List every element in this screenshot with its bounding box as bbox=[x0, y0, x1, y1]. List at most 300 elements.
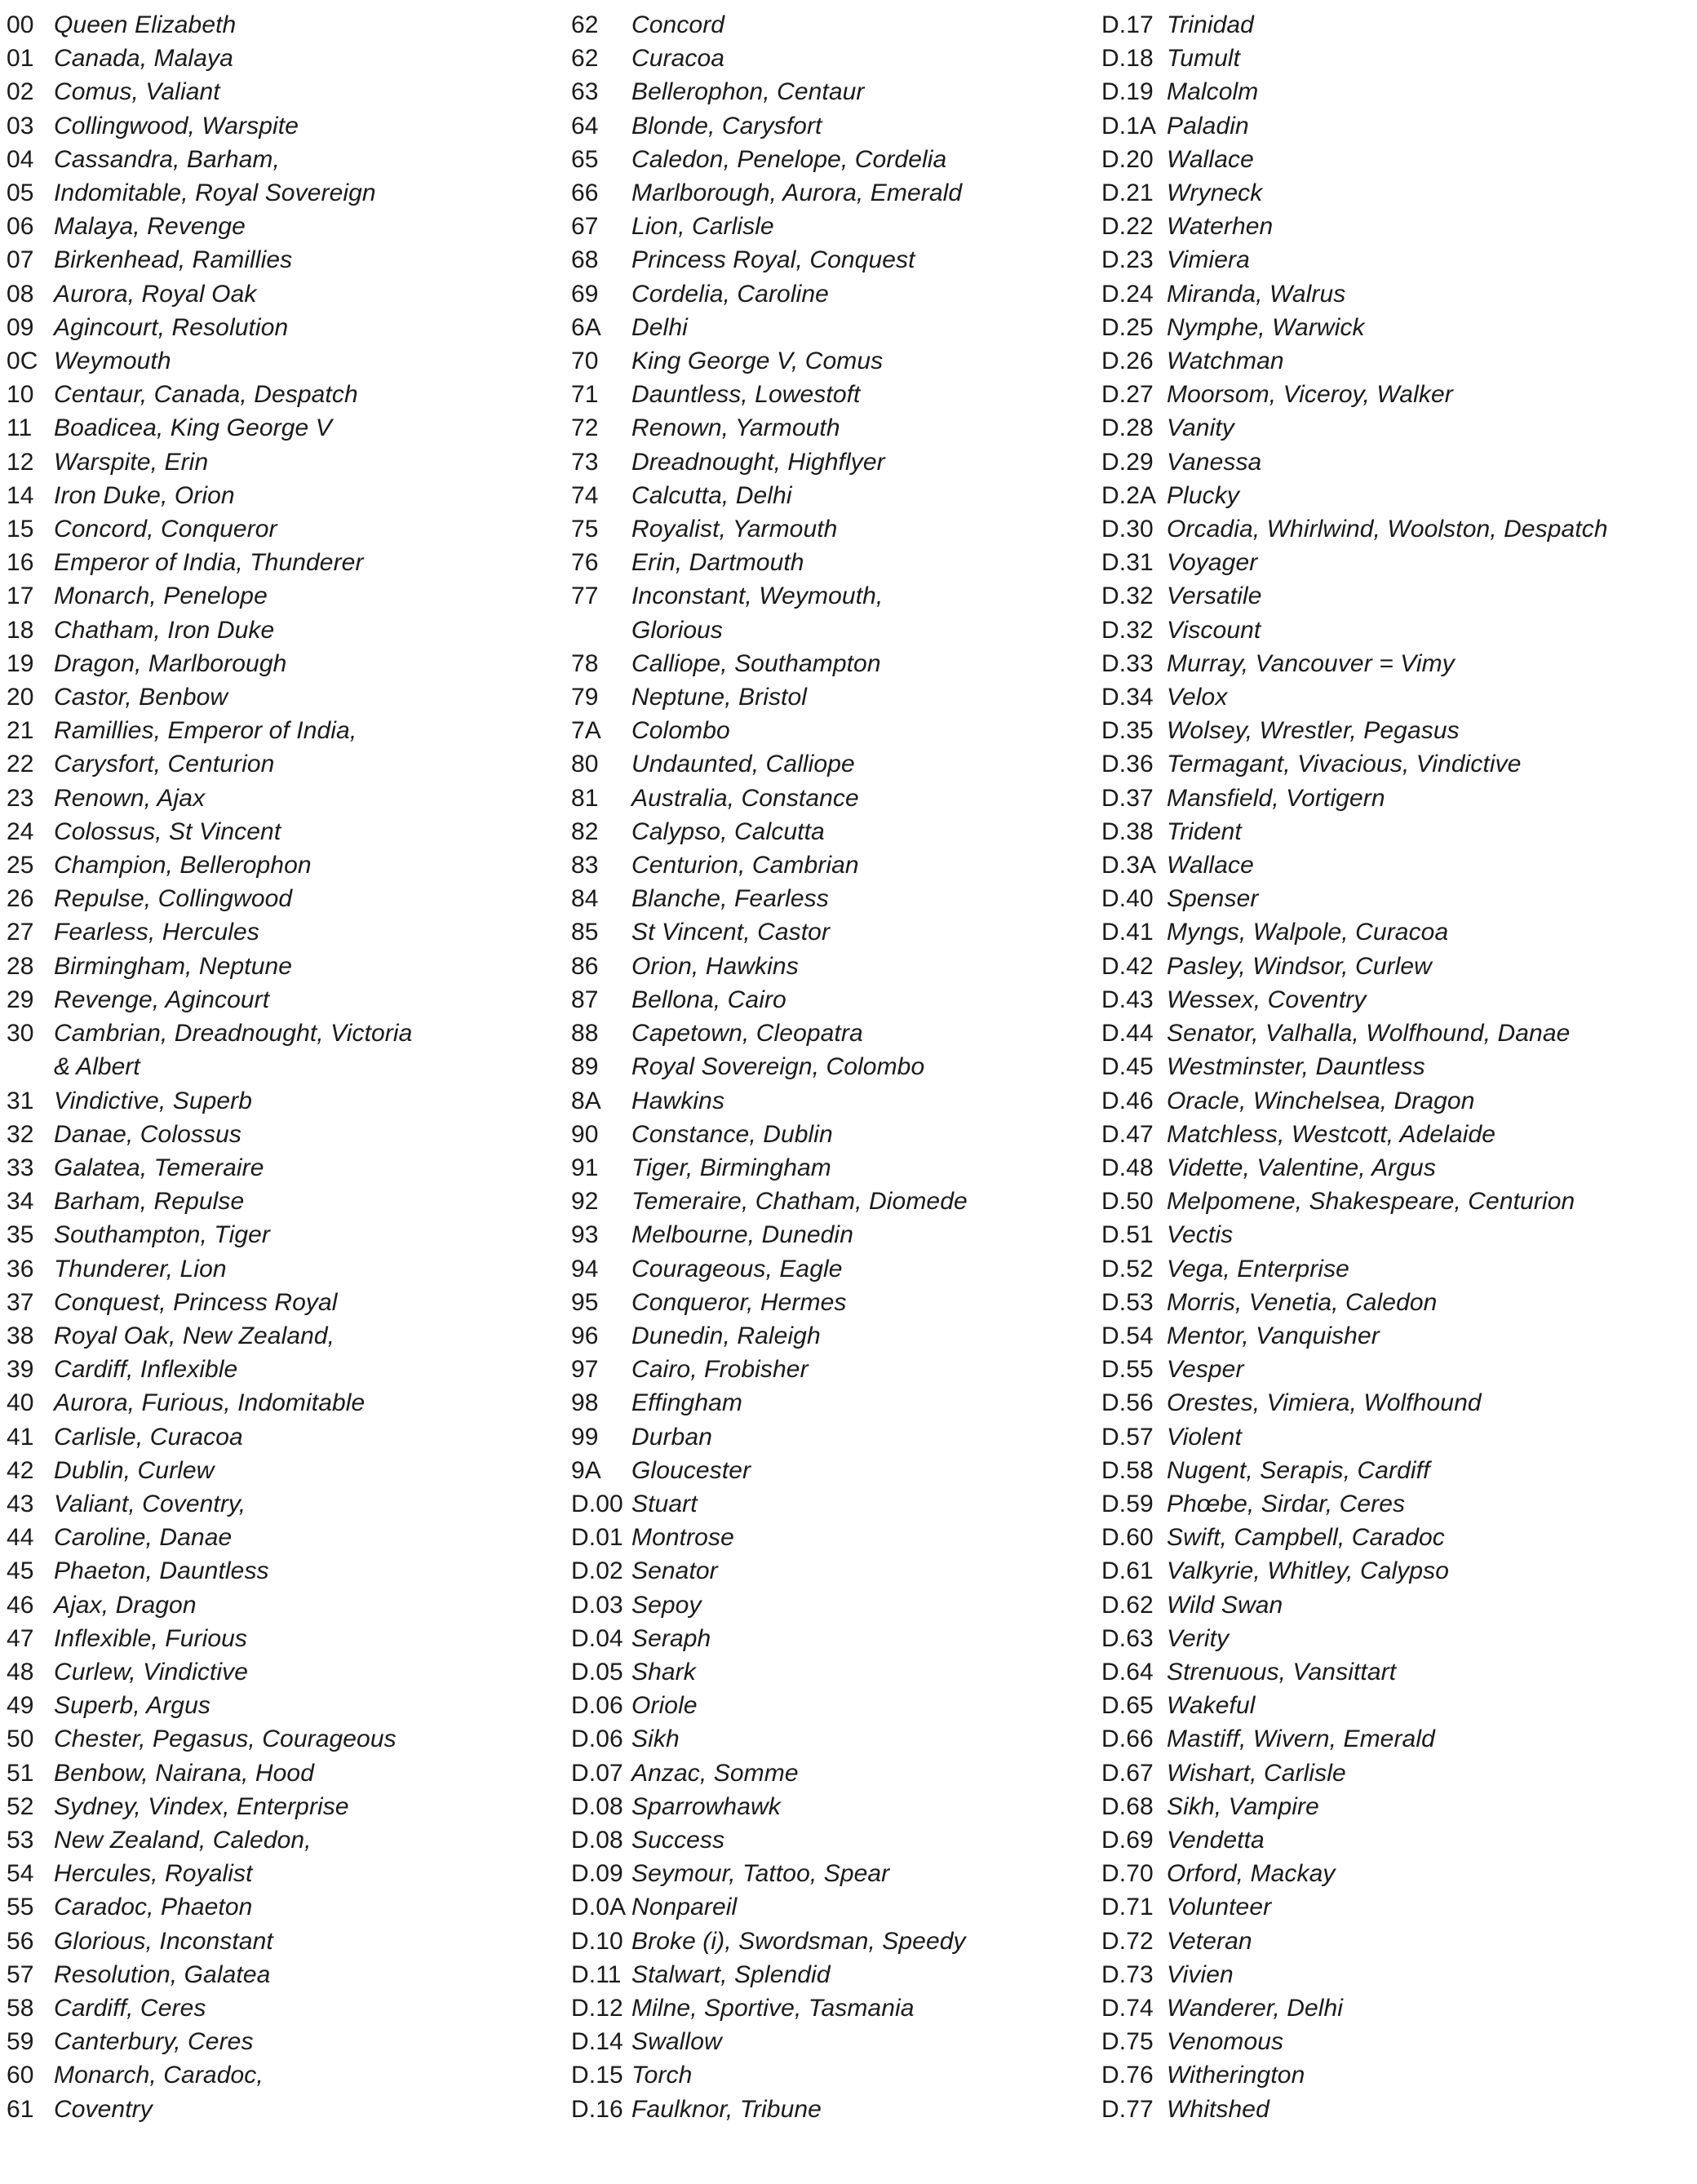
ship-names: Capetown, Cleopatra bbox=[631, 1020, 863, 1048]
code-entry bbox=[7, 1185, 563, 1218]
signal-code: 43 bbox=[7, 1490, 34, 1517]
signal-code: 0C bbox=[7, 348, 38, 375]
ship-names: Renown, Ajax bbox=[54, 784, 206, 812]
code-entry bbox=[571, 311, 1093, 344]
signal-code: D.02 bbox=[571, 1557, 623, 1585]
ship-names: Viscount bbox=[1167, 616, 1261, 644]
ship-names: Broke (i), Swordsman, Speedy bbox=[631, 1927, 966, 1955]
signal-code: D.47 bbox=[1101, 1120, 1154, 1148]
signal-code: 14 bbox=[7, 481, 34, 509]
code-entry bbox=[7, 42, 563, 75]
code-entry bbox=[571, 378, 1093, 411]
code-entry bbox=[7, 1857, 563, 1890]
ship-names: Carlisle, Curacoa bbox=[54, 1423, 243, 1451]
ship-names: Voyager bbox=[1167, 549, 1258, 577]
signal-code: 76 bbox=[571, 549, 599, 577]
ship-names: Anzac, Somme bbox=[631, 1759, 799, 1787]
signal-code: 29 bbox=[7, 986, 34, 1013]
code-entry bbox=[1101, 1655, 1697, 1689]
ship-names: Constance, Dublin bbox=[631, 1120, 833, 1148]
signal-code: 60 bbox=[7, 2062, 34, 2089]
ship-names: Concord, Conqueror bbox=[54, 516, 277, 543]
code-entry bbox=[7, 75, 563, 109]
code-entry bbox=[1101, 647, 1697, 680]
signal-code: D.54 bbox=[1101, 1322, 1154, 1349]
ship-names: Watchman bbox=[1167, 348, 1284, 375]
ship-names: Wanderer, Delhi bbox=[1167, 1994, 1344, 2022]
signal-code: 95 bbox=[571, 1288, 599, 1316]
code-entry bbox=[7, 479, 563, 512]
ship-names: Superb, Argus bbox=[54, 1692, 210, 1720]
ship-names: Swallow bbox=[631, 2028, 722, 2056]
code-entry bbox=[7, 1017, 563, 1050]
ship-names: Renown, Yarmouth bbox=[631, 414, 840, 442]
signal-code: D.70 bbox=[1101, 1860, 1154, 1888]
code-entry bbox=[571, 176, 1093, 210]
ship-names: Nymphe, Warwick bbox=[1167, 313, 1365, 341]
ship-names: Dreadnought, Highflyer bbox=[631, 448, 885, 476]
signal-code: 50 bbox=[7, 1725, 34, 1753]
ship-names: Centurion, Cambrian bbox=[631, 852, 859, 879]
code-entry bbox=[7, 882, 563, 915]
signal-code: D.12 bbox=[571, 1994, 623, 2022]
ship-names: Wallace bbox=[1167, 145, 1254, 173]
code-entry bbox=[571, 1925, 1093, 1958]
code-entry bbox=[571, 210, 1093, 243]
ship-names: Castor, Benbow bbox=[54, 684, 228, 711]
signal-code: 58 bbox=[7, 1994, 34, 2022]
ship-names: Orestes, Vimiera, Wolfhound bbox=[1167, 1389, 1482, 1417]
ship-names: Conqueror, Hermes bbox=[631, 1288, 847, 1316]
ship-names: Strenuous, Vansittart bbox=[1167, 1658, 1397, 1686]
signal-code: 23 bbox=[7, 784, 34, 812]
code-entry bbox=[1101, 277, 1697, 311]
ship-names: Calypso, Calcutta bbox=[631, 817, 825, 845]
code-entry bbox=[571, 243, 1093, 277]
ship-names: Whitshed bbox=[1167, 2095, 1269, 2123]
signal-code: D.2A bbox=[1101, 481, 1157, 509]
ship-names: Agincourt, Resolution bbox=[54, 313, 289, 341]
signal-code: 18 bbox=[7, 616, 34, 644]
signal-code: D.21 bbox=[1101, 179, 1154, 207]
ship-names: Colombo bbox=[631, 717, 730, 745]
ship-names: Aurora, Furious, Indomitable bbox=[54, 1389, 366, 1417]
signal-code: D.31 bbox=[1101, 549, 1154, 577]
code-entry bbox=[1101, 243, 1697, 277]
ship-names: King George V, Comus bbox=[631, 348, 884, 375]
ship-names: Birkenhead, Ramillies bbox=[54, 246, 293, 274]
ship-names-continuation: & Albert bbox=[54, 1053, 140, 1081]
ship-names: Indomitable, Royal Sovereign bbox=[54, 179, 376, 207]
signal-code: D.23 bbox=[1101, 246, 1154, 274]
ship-names: Vidette, Valentine, Argus bbox=[1167, 1154, 1436, 1181]
code-entry bbox=[1101, 411, 1697, 445]
code-entry bbox=[571, 1521, 1093, 1554]
ship-names: Boadicea, King George V bbox=[54, 414, 332, 442]
signal-code: 75 bbox=[571, 516, 599, 543]
code-entry bbox=[571, 411, 1093, 445]
code-entry bbox=[571, 1487, 1093, 1521]
signal-code: D.41 bbox=[1101, 919, 1154, 946]
code-entry bbox=[1101, 848, 1697, 882]
signal-code: D.64 bbox=[1101, 1658, 1154, 1686]
signal-code: 07 bbox=[7, 246, 34, 274]
ship-names: Faulknor, Tribune bbox=[631, 2095, 822, 2123]
ship-names: Warspite, Erin bbox=[54, 448, 209, 476]
ship-names: Repulse, Collingwood bbox=[54, 885, 293, 913]
signal-code: 47 bbox=[7, 1624, 34, 1652]
code-entry bbox=[7, 8, 563, 42]
code-entry bbox=[571, 1151, 1093, 1185]
ship-names: Revenge, Agincourt bbox=[54, 986, 270, 1013]
code-entry bbox=[1101, 1420, 1697, 1454]
signal-code: D.77 bbox=[1101, 2095, 1154, 2123]
ship-names: Stuart bbox=[631, 1490, 698, 1517]
ship-names: Delhi bbox=[631, 313, 688, 341]
signal-code: 40 bbox=[7, 1389, 34, 1417]
signal-code: D.52 bbox=[1101, 1255, 1154, 1282]
ship-names: Vimiera bbox=[1167, 246, 1250, 274]
ship-names: Wessex, Coventry bbox=[1167, 986, 1367, 1013]
ship-names: Calcutta, Delhi bbox=[631, 481, 792, 509]
code-entry bbox=[7, 848, 563, 882]
code-entry bbox=[7, 782, 563, 815]
code-entry bbox=[7, 243, 563, 277]
ship-names: Royal Sovereign, Colombo bbox=[631, 1053, 925, 1081]
signal-code: D.05 bbox=[571, 1658, 623, 1686]
ship-names: Concord bbox=[631, 11, 725, 38]
code-entry bbox=[1101, 680, 1697, 714]
code-entry bbox=[7, 747, 563, 781]
code-entry bbox=[7, 378, 563, 411]
ship-names: Tiger, Birmingham bbox=[631, 1154, 831, 1181]
code-entry bbox=[7, 176, 563, 210]
code-entry bbox=[571, 1286, 1093, 1319]
code-entry bbox=[7, 950, 563, 983]
signal-code: 68 bbox=[571, 246, 599, 274]
ship-names: Verity bbox=[1167, 1624, 1230, 1652]
ship-names: Vega, Enterprise bbox=[1167, 1255, 1349, 1282]
signal-code: D.29 bbox=[1101, 448, 1154, 476]
signal-code: D.74 bbox=[1101, 1994, 1154, 2022]
code-entry bbox=[1101, 950, 1697, 983]
signal-code: 9A bbox=[571, 1456, 601, 1484]
signal-code: D.22 bbox=[1101, 213, 1154, 241]
ship-names: Witherington bbox=[1167, 2062, 1305, 2089]
signal-code: 36 bbox=[7, 1255, 34, 1282]
signal-code: 90 bbox=[571, 1120, 599, 1148]
ship-names: Wallace bbox=[1167, 852, 1254, 879]
code-entry bbox=[1101, 1118, 1697, 1151]
code-entry bbox=[7, 1622, 563, 1655]
ship-names: Iron Duke, Orion bbox=[54, 481, 235, 509]
signal-code: D.3A bbox=[1101, 852, 1157, 879]
ship-names: Wolsey, Wrestler, Pegasus bbox=[1167, 717, 1460, 745]
signal-code: D.60 bbox=[1101, 1524, 1154, 1552]
ship-names: Orford, Mackay bbox=[1167, 1860, 1336, 1888]
ship-names: Matchless, Westcott, Adelaide bbox=[1167, 1120, 1496, 1148]
ship-names: Caradoc, Phaeton bbox=[54, 1894, 253, 1921]
signal-code: D.43 bbox=[1101, 986, 1154, 1013]
signal-code: 82 bbox=[571, 817, 599, 845]
code-entry bbox=[1101, 1857, 1697, 1890]
code-entry bbox=[571, 915, 1093, 949]
signal-code: 83 bbox=[571, 852, 599, 879]
code-entry bbox=[7, 1084, 563, 1118]
ship-names: Sikh, Vampire bbox=[1167, 1792, 1319, 1820]
code-entry bbox=[1101, 1218, 1697, 1251]
code-entry bbox=[7, 815, 563, 848]
signal-code: D.61 bbox=[1101, 1557, 1154, 1585]
ship-names: Temeraire, Chatham, Diomede bbox=[631, 1188, 968, 1216]
signal-code: D.72 bbox=[1101, 1927, 1154, 1955]
ship-names: Birmingham, Neptune bbox=[54, 952, 293, 980]
ship-names: Gloucester bbox=[631, 1456, 751, 1484]
code-entry bbox=[1101, 42, 1697, 75]
ship-names: Vesper bbox=[1167, 1356, 1244, 1384]
code-entry bbox=[1101, 109, 1697, 143]
code-entry bbox=[7, 1218, 563, 1251]
code-entry bbox=[1101, 1017, 1697, 1050]
ship-names: Spenser bbox=[1167, 885, 1259, 913]
signal-code: 27 bbox=[7, 919, 34, 946]
ship-names: Seraph bbox=[631, 1624, 711, 1652]
signal-code: 97 bbox=[571, 1356, 599, 1384]
code-entry bbox=[571, 882, 1093, 915]
ship-names: Collingwood, Warspite bbox=[54, 112, 299, 140]
ship-names: Sikh bbox=[631, 1725, 680, 1753]
code-entry bbox=[1101, 983, 1697, 1017]
code-entry bbox=[7, 1991, 563, 2025]
ship-names: Undaunted, Calliope bbox=[631, 751, 855, 778]
code-entry bbox=[1101, 1958, 1697, 1991]
ship-names: Danae, Colossus bbox=[54, 1120, 241, 1148]
ship-names: Lion, Carlisle bbox=[631, 213, 774, 241]
signal-code: 79 bbox=[571, 684, 599, 711]
ship-names: Trident bbox=[1167, 817, 1242, 845]
signal-code: D.40 bbox=[1101, 885, 1154, 913]
code-entry bbox=[1101, 1151, 1697, 1185]
signal-code: 69 bbox=[571, 280, 599, 308]
code-entry bbox=[571, 42, 1093, 75]
ship-names: Galatea, Temeraire bbox=[54, 1154, 264, 1181]
signal-code: 26 bbox=[7, 885, 34, 913]
code-entry bbox=[7, 512, 563, 546]
ship-names: Oriole bbox=[631, 1692, 698, 1720]
ship-names: Montrose bbox=[631, 1524, 734, 1552]
signal-code: 86 bbox=[571, 952, 599, 980]
code-entry bbox=[571, 1722, 1093, 1756]
signal-code: D.71 bbox=[1101, 1894, 1154, 1921]
signal-code: D.45 bbox=[1101, 1053, 1154, 1081]
signal-code: D.36 bbox=[1101, 751, 1154, 778]
ship-names: Australia, Constance bbox=[631, 784, 859, 812]
code-entry bbox=[1101, 378, 1697, 411]
code-entry bbox=[1101, 1353, 1697, 1386]
code-entry bbox=[7, 983, 563, 1017]
code-entry bbox=[7, 411, 563, 445]
ship-names: Wishart, Carlisle bbox=[1167, 1759, 1346, 1787]
signal-code: 64 bbox=[571, 112, 599, 140]
signal-code: 84 bbox=[571, 885, 599, 913]
code-entry bbox=[571, 1420, 1093, 1454]
code-entry bbox=[7, 1554, 563, 1588]
signal-code: 63 bbox=[571, 78, 599, 106]
signal-code: 05 bbox=[7, 179, 34, 207]
signal-code: D.10 bbox=[571, 1927, 623, 1955]
code-entry bbox=[1101, 915, 1697, 949]
signal-code: 41 bbox=[7, 1423, 34, 1451]
signal-code: D.09 bbox=[571, 1860, 623, 1888]
code-entry bbox=[571, 579, 1093, 613]
ship-names: Shark bbox=[631, 1658, 696, 1686]
code-entry bbox=[571, 747, 1093, 781]
code-entry bbox=[1101, 311, 1697, 344]
signal-code: D.24 bbox=[1101, 280, 1154, 308]
signal-code: D.76 bbox=[1101, 2062, 1154, 2089]
code-entry bbox=[1101, 1588, 1697, 1622]
code-entry bbox=[7, 1252, 563, 1286]
code-entry bbox=[571, 1757, 1093, 1790]
signal-code: 93 bbox=[571, 1221, 599, 1249]
signal-code: 85 bbox=[571, 919, 599, 946]
ship-names: Canada, Malaya bbox=[54, 45, 233, 73]
code-entry bbox=[7, 1487, 563, 1521]
code-entry bbox=[7, 2025, 563, 2058]
ship-names: Termagant, Vivacious, Vindictive bbox=[1167, 751, 1522, 778]
ship-names: Inflexible, Furious bbox=[54, 1624, 248, 1652]
ship-names: Westminster, Dauntless bbox=[1167, 1053, 1425, 1081]
ship-names: Cardiff, Ceres bbox=[54, 1994, 206, 2022]
signal-code: D.27 bbox=[1101, 381, 1154, 409]
signal-code: D.34 bbox=[1101, 684, 1154, 711]
code-entry bbox=[1101, 1689, 1697, 1722]
code-entry bbox=[571, 277, 1093, 311]
ship-names: Melpomene, Shakespeare, Centurion bbox=[1167, 1188, 1575, 1216]
ship-names: Chester, Pegasus, Courageous bbox=[54, 1725, 397, 1753]
signal-code: 45 bbox=[7, 1557, 34, 1585]
ship-names: Monarch, Caradoc, bbox=[54, 2062, 264, 2089]
ship-names: Sepoy bbox=[631, 1591, 702, 1619]
code-column-3 bbox=[1093, 8, 1697, 2126]
signal-code: 74 bbox=[571, 481, 599, 509]
signal-code: 11 bbox=[7, 414, 33, 442]
ship-names: Torch bbox=[631, 2062, 693, 2089]
signal-code: 33 bbox=[7, 1154, 34, 1181]
code-entry bbox=[1101, 2058, 1697, 2092]
signal-code: D.14 bbox=[571, 2028, 623, 2056]
signal-code: D.46 bbox=[1101, 1087, 1154, 1114]
code-entry bbox=[571, 1252, 1093, 1286]
code-entry bbox=[571, 848, 1093, 882]
signal-code: 53 bbox=[7, 1826, 34, 1854]
signal-code: 62 bbox=[571, 11, 599, 38]
ship-names: Pasley, Windsor, Curlew bbox=[1167, 952, 1432, 980]
code-entry bbox=[571, 2025, 1093, 2058]
signal-code: D.03 bbox=[571, 1591, 623, 1619]
code-entry bbox=[7, 714, 563, 747]
code-entry bbox=[1101, 479, 1697, 512]
ship-names: Trinidad bbox=[1167, 11, 1254, 38]
signal-code: 24 bbox=[7, 817, 34, 845]
code-entry bbox=[7, 445, 563, 479]
code-entry bbox=[1101, 1991, 1697, 2025]
ship-names: Stalwart, Splendid bbox=[631, 1960, 831, 1988]
signal-code: D.18 bbox=[1101, 45, 1154, 73]
code-entry bbox=[571, 344, 1093, 378]
ship-names: Phœbe, Sirdar, Ceres bbox=[1167, 1490, 1406, 1517]
code-entry bbox=[1101, 176, 1697, 210]
signal-code: D.30 bbox=[1101, 516, 1154, 543]
code-entry bbox=[1101, 1757, 1697, 1790]
ship-names: Barham, Repulse bbox=[54, 1188, 245, 1216]
signal-code: D.25 bbox=[1101, 313, 1154, 341]
code-entry bbox=[571, 2058, 1093, 2092]
code-entry bbox=[1101, 579, 1697, 613]
signal-code: 42 bbox=[7, 1456, 34, 1484]
ship-names: Versatile bbox=[1167, 583, 1262, 610]
code-entry bbox=[7, 1420, 563, 1454]
ship-names: Caroline, Danae bbox=[54, 1524, 233, 1552]
code-entry bbox=[1101, 2025, 1697, 2058]
ship-names: Royal Oak, New Zealand, bbox=[54, 1322, 335, 1349]
ship-names: New Zealand, Caledon, bbox=[54, 1826, 312, 1854]
code-entry bbox=[1101, 1622, 1697, 1655]
ship-names: Mansfield, Vortigern bbox=[1167, 784, 1385, 812]
ship-names: Benbow, Nairana, Hood bbox=[54, 1759, 314, 1787]
signal-code: 09 bbox=[7, 313, 34, 341]
code-entry bbox=[571, 714, 1093, 747]
code-entry bbox=[7, 1655, 563, 1689]
signal-code: 65 bbox=[571, 145, 599, 173]
signal-code: D.67 bbox=[1101, 1759, 1154, 1787]
code-entry bbox=[7, 277, 563, 311]
signal-code: 32 bbox=[7, 1120, 34, 1148]
ship-names: Carysfort, Centurion bbox=[54, 751, 275, 778]
code-entry bbox=[7, 1689, 563, 1722]
ship-names: Neptune, Bristol bbox=[631, 684, 808, 711]
signal-code: 98 bbox=[571, 1389, 599, 1417]
ship-names: Calliope, Southampton bbox=[631, 649, 881, 677]
ship-names: Mastiff, Wivern, Emerald bbox=[1167, 1725, 1435, 1753]
code-entry bbox=[7, 1521, 563, 1554]
signal-code: 37 bbox=[7, 1288, 34, 1316]
signal-code: 89 bbox=[571, 1053, 599, 1081]
signal-code: D.06 bbox=[571, 1725, 623, 1753]
ship-names: Comus, Valiant bbox=[54, 78, 220, 106]
code-entry bbox=[7, 1823, 563, 1857]
ship-names: Seymour, Tattoo, Spear bbox=[631, 1860, 890, 1888]
ship-names: Cairo, Frobisher bbox=[631, 1356, 809, 1384]
code-entry bbox=[1101, 1185, 1697, 1218]
signal-code: 34 bbox=[7, 1188, 34, 1216]
ship-names: Southampton, Tiger bbox=[54, 1221, 271, 1249]
signal-code: 49 bbox=[7, 1692, 34, 1720]
code-entry bbox=[1101, 1554, 1697, 1588]
ship-names-continuation: Glorious bbox=[631, 616, 723, 644]
signal-code: D.19 bbox=[1101, 78, 1154, 106]
code-entry bbox=[7, 109, 563, 143]
code-entry bbox=[1101, 512, 1697, 546]
signal-code: 99 bbox=[571, 1423, 599, 1451]
signal-code: 17 bbox=[7, 583, 34, 610]
ship-names: Curlew, Vindictive bbox=[54, 1658, 249, 1686]
ship-names: Tumult bbox=[1167, 45, 1241, 73]
ship-names: Milne, Sportive, Tasmania bbox=[631, 1994, 915, 2022]
ship-names: Princess Royal, Conquest bbox=[631, 246, 915, 274]
code-entry bbox=[571, 1386, 1093, 1420]
code-entry bbox=[7, 143, 563, 176]
